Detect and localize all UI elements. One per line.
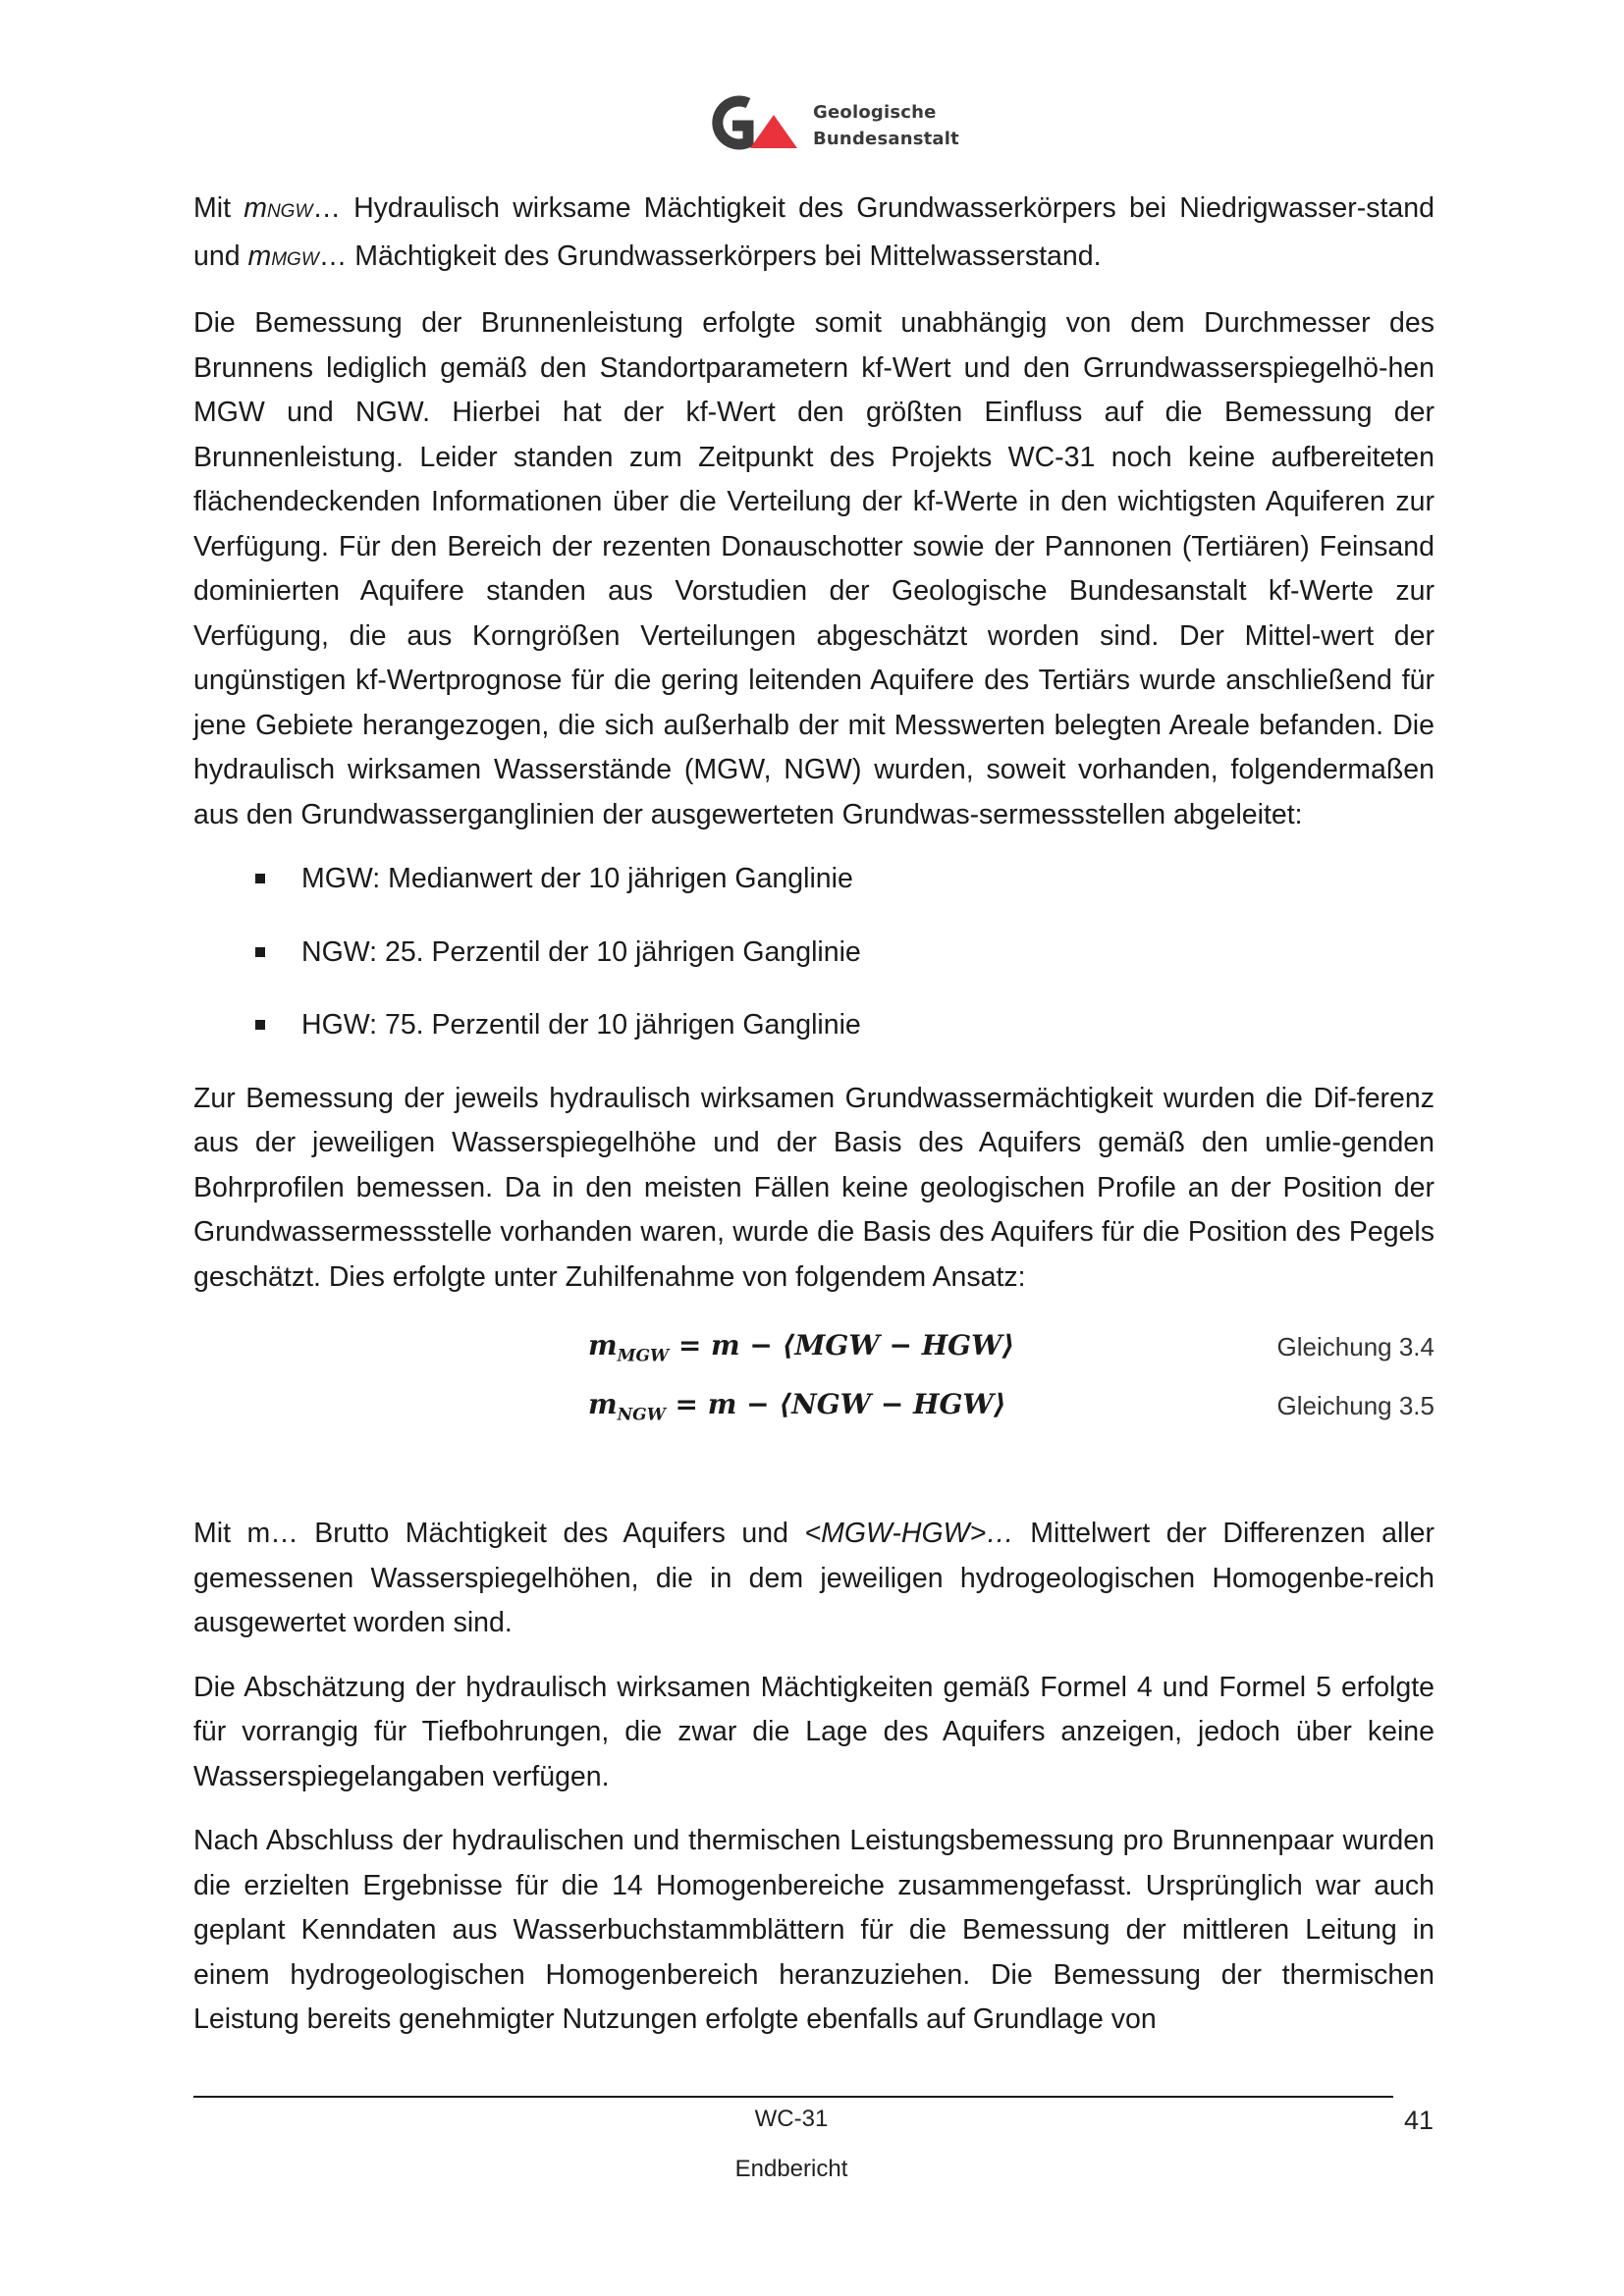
logo-text (813, 99, 959, 152)
list-item (193, 931, 1435, 976)
list-item-text: MGW: Medianwert der 10 jährigen Ganglinie (301, 863, 853, 894)
p1-m2-sub: MGW (271, 248, 319, 270)
list-item-text: HGW: 75. Perzentil der 10 jährigen Ganglinie (301, 1009, 861, 1041)
eq2-lhs: m (588, 1388, 618, 1420)
p4-text-a: Mit m… Brutto Mächtigkeit des Aquifers und (193, 1518, 805, 1549)
bullet-square-icon (255, 947, 265, 957)
logo-line-1: Geologische (813, 102, 937, 123)
paragraph-6: Nach Abschluss der hydraulischen und thermischen Leistungsbemessung pro Brunnenpaar wurden die erzielten Ergebnisse für die 14 Homogenbereiche zusammengefasst. Ursprünglich war auch geplant Kenndaten aus Wasserbuchstammblättern für die Bemessung der mittleren Leitung in einem hydrogeologischen Homogenbereich heranzuziehen. Die Bemessung der thermischen Leistung bereits genehmigter Nutzungen erfolgte ebenfalls auf Grundlage von (193, 1825, 1435, 2035)
footer-report: Endbericht (734, 2156, 848, 2182)
main-content (193, 187, 1435, 2062)
footer-divider (193, 2096, 1393, 2098)
p1-text-c: … Mächtigkeit des Grundwasserkörpers bei Mittelwasserstand. (318, 240, 1102, 272)
equation-label: Gleichung 3.4 (1276, 1332, 1435, 1362)
paragraph-3: Zur Bemessung der jeweils hydraulisch wirksamen Grundwassermächtigkeit wurden die Dif-ferenz aus der jeweiligen Wasserspiegelhöhe und der Basis des Aquifers gemäß den umlie-genden Bohrprofilen bemessen. Da in den meisten Fällen keine geologischen Profile an der Position der Grundwassermessstelle vorhanden waren, wurde die Basis des Aquifers für die Position des Pegels geschätzt. Dies erfolgte unter Zuhilfenahme von folgendem Ansatz: (193, 1082, 1435, 1293)
list-item (193, 857, 1435, 902)
list-item (193, 1003, 1435, 1048)
equation-label: Gleichung 3.5 (1276, 1391, 1435, 1420)
footer-project: WC-31 (754, 2106, 829, 2132)
p1-m1: m (244, 192, 267, 224)
eq1-rhs: = m − ⟨MGW − HGW⟩ (669, 1329, 1015, 1362)
symbol-m-mgw (247, 240, 318, 272)
p1-text-b: … Hydraulisch wirksame Mächtigkeit des Grundwasserkörpers bei Niedrigwasser-stand und (193, 192, 1435, 272)
paragraph-2: Die Bemessung der Brunnenleistung erfolgte somit unabhängig von dem Durchmesser des Brunnens lediglich gemäß den Standortparametern kf-Wert und den Grrundwasserspiegelhö-hen MGW und NGW. Hierbei hat der kf-Wert den größten Einfluss auf die Bemessung der Brunnenleistung. Leider standen zum Zeitpunkt des Projekts WC-31 noch keine aufbereiteten flächendeckenden Informationen über die Verteilung der kf-Werte in den wichtigsten Aquiferen zur Verfügung. Für den Bereich der rezenten Donauschotter sowie der Pannonen (Tertiären) Feinsand dominierten Aquifere standen aus Vorstudien der Geologische Bundesanstalt kf-Werte zur Verfügung, die aus Korngrößen Verteilungen abgeschätzt worden sind. Der Mittel-wert der ungünstigen kf-Wertprognose für die gering leitenden Aquifere des Tertiärs wurde anschließend für jene Gebiete herangezogen, die sich außerhalb der mit Messwerten belegten Areale befanden. Die hydraulisch wirksamen Wasserstände (MGW, NGW) wurden, soweit vorhanden, folgendermaßen aus den Grundwasserganglinien der ausgewerteten Grundwas-sermessstellen abgeleitet: (193, 307, 1435, 830)
p1-text-a: Mit (193, 192, 244, 224)
equation-3-5 (193, 1378, 1435, 1437)
geologische-bundesanstalt-logo-icon (703, 93, 811, 152)
equation-formula (588, 1382, 1006, 1438)
eq1-lhs: m (588, 1329, 618, 1362)
p4-text-b: Mittelwert der Differenzen aller gemessenen Wasserspiegelhöhen, die in dem jeweiligen hydrogeologischen Homogenbe-reich ausgewertet worden sind. (193, 1518, 1435, 1638)
eq2-sub: NGW (617, 1405, 666, 1425)
eq1-sub: MGW (617, 1346, 670, 1366)
paragraph-4 (193, 1512, 1435, 1646)
p4-italic: <MGW-HGW>… (804, 1518, 1014, 1549)
logo-line-2: Bundesanstalt (813, 129, 959, 149)
bullet-square-icon (255, 874, 265, 883)
symbol-m-ngw (244, 192, 312, 224)
paragraph-5: Die Abschätzung der hydraulisch wirksamen Mächtigkeiten gemäß Formel 4 und Formel 5 erfolgte für vorrangig für Tiefbohrungen, die zwar die Lage des Aquifers anzeigen, jedoch über keine Wasserspiegelangaben verfügen. (193, 1671, 1435, 1792)
p1-m2: m (247, 240, 272, 272)
page-number: 41 (1404, 2106, 1435, 2135)
bullet-list (193, 857, 1435, 1048)
equation-formula (588, 1323, 1014, 1379)
equation-3-4 (193, 1319, 1435, 1378)
paragraph-1 (193, 187, 1435, 282)
list-item-text: NGW: 25. Perzentil der 10 jährigen Ganglinie (301, 935, 861, 968)
bullet-square-icon (255, 1020, 265, 1030)
logo (703, 93, 959, 162)
p1-m1-sub: NGW (266, 201, 313, 222)
eq2-rhs: = m − ⟨NGW − HGW⟩ (665, 1388, 1006, 1420)
